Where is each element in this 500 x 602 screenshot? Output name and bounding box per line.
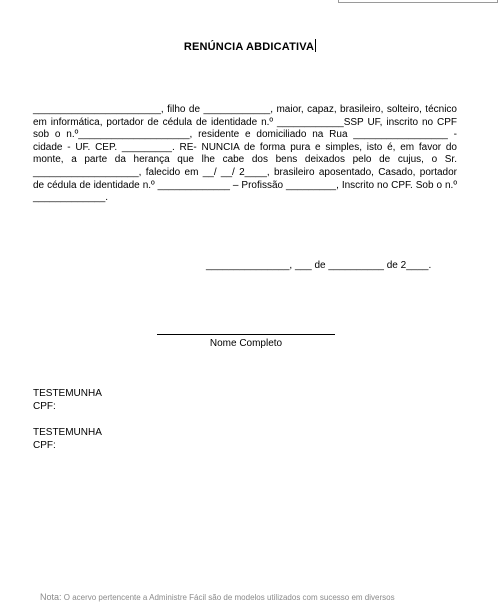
witness-block-1 <box>33 388 102 413</box>
text-cursor <box>315 39 316 52</box>
footer-note-label: Nota: <box>40 592 62 602</box>
witness-cpf: CPF: <box>33 439 56 451</box>
top-right-box <box>338 0 498 3</box>
footer-note <box>40 592 500 602</box>
signature-line <box>157 334 335 335</box>
body-paragraph: _______________________, filho de ____________, maior, capaz, brasileiro, solteiro, técnico em informática, portador de cédula de identidade n.º ____________SSP UF, inscrito no CPF sob o n.º____________________, residente e domiciliado na Rua _________________ - cidade - UF. CEP. _________. RE- NUNCIA de forma pura e simples, isto é, em favor do monte, a parte da herança que lhe cabe dos bens deixados pelo de cujus, o Sr. ___________________, falecido em __/ __/ 2____, brasileiro aposentado, Casado, portador de cédula de identidade n.º _____________ – Profissão _________, Inscrito no CPF. Sob o n.º _____________. <box>33 104 457 204</box>
signature-name: Nome Completo <box>209 338 283 349</box>
date-line: _______________, ___ de __________ de 2____. <box>206 260 432 271</box>
document-title-text: RENÚNCIA ABDICATIVA <box>183 41 315 53</box>
witness-cpf: CPF: <box>33 400 56 412</box>
witness-block-2 <box>33 427 102 452</box>
footer-note-text: O acervo pertencente a Administre Fácil são de modelos utilizados com sucesso em diversos <box>63 593 395 602</box>
witness-label: TESTEMUNHA <box>33 427 102 438</box>
document-title <box>0 39 500 53</box>
witness-label: TESTEMUNHA <box>33 388 102 399</box>
